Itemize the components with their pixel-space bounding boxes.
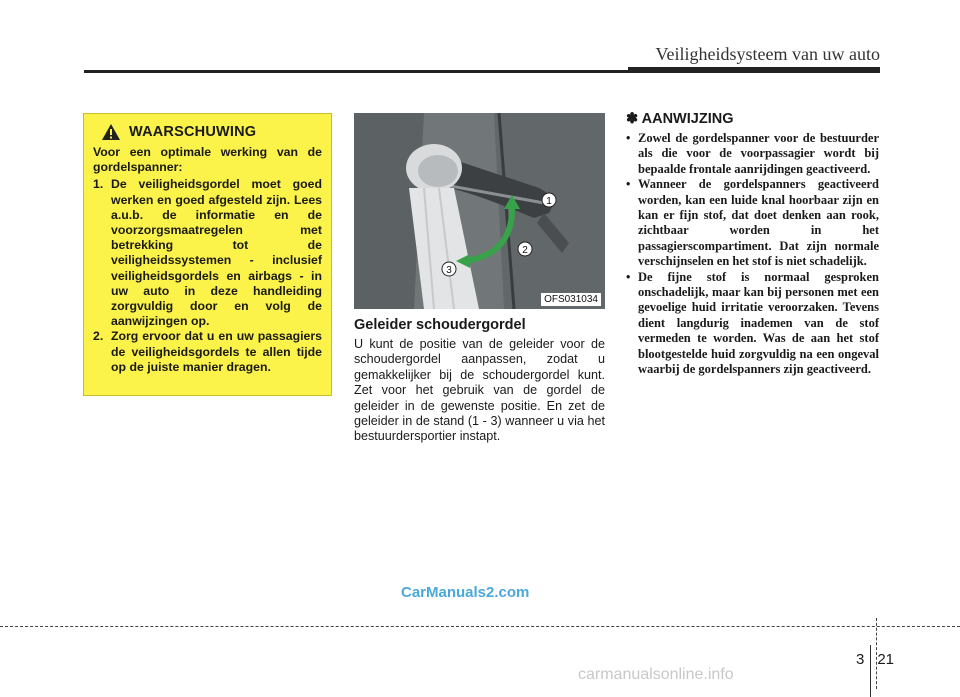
warning-list bbox=[93, 177, 322, 375]
seatbelt-illustration bbox=[354, 113, 605, 309]
note-item-text: Wanneer de gordelspanners geactiveerd worden, kan een luide knal hoorbaar zijn en kan er fijn stof, dat doet denken aan rook, zichtbaar worden in het passagierscompartiment. Dat zijn normale verschijnselen en het stof is niet schadelijk. bbox=[638, 177, 879, 269]
header-title: Veiligheidsysteem van uw auto bbox=[655, 44, 880, 64]
warning-item-number: 2. bbox=[93, 329, 104, 344]
figure-caption: OFS031034 bbox=[541, 293, 601, 306]
section-title: Geleider schoudergordel bbox=[354, 317, 526, 333]
svg-text:3: 3 bbox=[446, 265, 452, 276]
seatbelt-guide-figure bbox=[354, 113, 605, 309]
bottom-watermark: carmanualsonline.info bbox=[578, 666, 734, 683]
warning-box bbox=[83, 113, 332, 396]
page-number-value: 21 bbox=[877, 650, 895, 668]
callout-3 bbox=[442, 262, 456, 276]
callout-1 bbox=[542, 193, 556, 207]
warning-item bbox=[93, 329, 322, 375]
bullet-icon: • bbox=[626, 269, 631, 284]
note-item bbox=[626, 131, 879, 177]
warning-item bbox=[93, 177, 322, 329]
page-number bbox=[856, 633, 894, 685]
note-item-text: De fijne stof is normaal gesproken onschadelijk, maar kan bij personen met een gevoelige huid irritatie veroorzaken. Tevens dient langdurig inademen van de stof vermeden te worden. Was de aan het stof blootgestelde huid zorgvuldig na een ongeval waarbij de gordelspanners zijn geactiveerd. bbox=[638, 269, 879, 377]
warning-item-number: 1. bbox=[93, 177, 104, 192]
note-list bbox=[626, 131, 879, 378]
section-body: U kunt de positie van de geleider voor de schoudergordel aanpassen, zodat u gemakkelijker bij de schoudergordel kunt. Zet voor het gebruik van de gordel de geleider in de gewenste positie. En zet de geleider in de stand (1 - 3) wanneer u via het bestuurdersportier instapt. bbox=[354, 337, 605, 444]
svg-text:1: 1 bbox=[546, 196, 552, 207]
footer-rule bbox=[0, 626, 960, 627]
svg-text:2: 2 bbox=[522, 245, 528, 256]
warning-header bbox=[101, 123, 322, 141]
note-item bbox=[626, 270, 879, 378]
callout-2 bbox=[518, 242, 532, 256]
warning-triangle-icon bbox=[101, 123, 121, 141]
bullet-icon: • bbox=[626, 177, 631, 192]
chapter-number: 3 bbox=[856, 650, 865, 668]
watermark-link[interactable]: CarManuals2.com bbox=[401, 584, 530, 601]
warning-title: WAARSCHUWING bbox=[129, 124, 257, 140]
page-separator bbox=[870, 645, 871, 697]
note-title: ✽ AANWIJZING bbox=[626, 111, 734, 127]
warning-item-text: De veiligheidsgordel moet goed werken en goed afgesteld zijn. Lees a.u.b. de informatie en de voorzorgsmaatregelen met betrekking tot de veiligheidssystemen - inclusief veiligheidsgordels en airbags - in uw auto in deze handleiding zorgvuldig door en volg de aanwijzingen op. bbox=[111, 177, 322, 329]
note-item-text: Zowel de gordelspanner voor de bestuurder als die voor de voorpassagier wordt bij bepaalde frontale aanrijdingen geactiveerd. bbox=[638, 131, 879, 176]
warning-item-text: Zorg ervoor dat u en uw passagiers de veiligheidsgordels te allen tijde op de juiste manier dragen. bbox=[111, 329, 322, 374]
warning-intro: Voor een optimale werking van de gordelspanner: bbox=[93, 145, 322, 175]
note-item bbox=[626, 177, 879, 269]
header-rule-thick bbox=[628, 67, 880, 73]
bullet-icon: • bbox=[626, 131, 631, 145]
